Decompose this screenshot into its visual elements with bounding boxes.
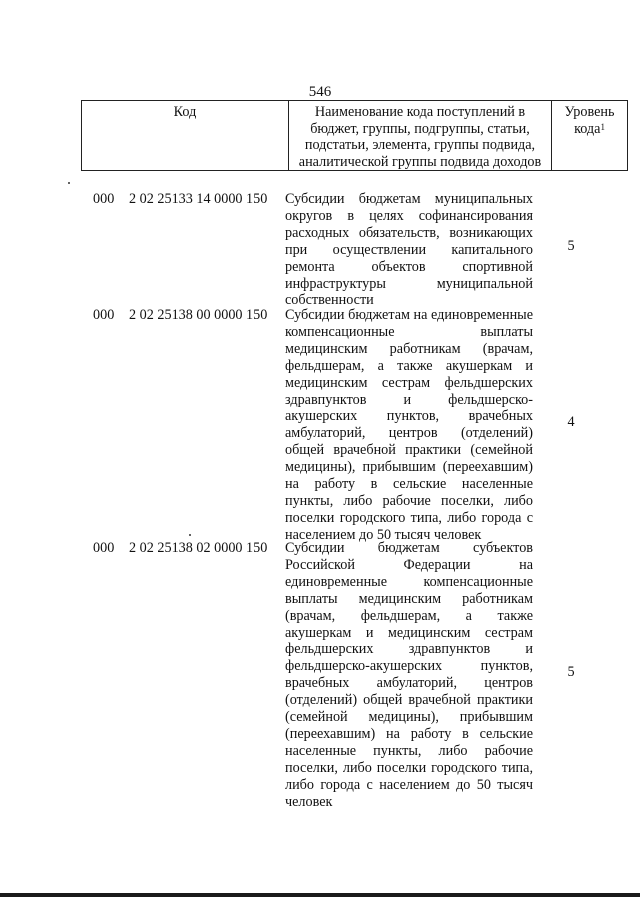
page-number: 546 xyxy=(308,84,332,100)
income-name: Субсидии бюджетам субъектов Российской Федерации на единовременные компенсационные выплаты медицинским работникам (врачам, фельдшерам, а также акушеркам и медицинским сестрам фельдшерских здравпунктов и фельдшерско-акушерских пунктов, врачебных амбулаторий, центров (отделений) общей врачебной практики (семейной медицины), прибывшим (переехавшим) на работу в сельские населенные пункты, либо рабочие поселки, либо поселки городского типа, либо города с населением до 50 тысяч человек xyxy=(285,540,533,810)
admin-code: 000 xyxy=(93,191,115,207)
income-name: Субсидии бюджетам муниципальных округов в целях софинансирования расходных обязательств, возникающих при осуществлении капитального ремонта объектов спортивной инфраструктуры муниципальной собственности xyxy=(285,191,533,309)
header-level: Уровень кода$^1$ xyxy=(552,101,628,171)
income-name: Субсидии бюджетам на единовременные компенсационные выплаты медицинским работникам (врачам, фельдшерам, а также акушеркам и медицинским сестрам фельдшерских здравпунктов и фельдшерско-акушерских пунктов, врачебных амбулаторий, центров (отделений) общей врачебной практики (семейной медицины), прибывшим (переехавшим) на работу в сельские населенные пункты, либо рабочие поселки, либо поселки городского типа, либо города с населением до 50 тысяч человек xyxy=(285,307,533,543)
scan-speck xyxy=(68,182,70,184)
admin-code: 000 xyxy=(93,540,115,556)
income-level: 5 xyxy=(567,238,575,254)
scan-edge xyxy=(0,893,640,897)
income-code: 2 02 25138 00 0000 150 xyxy=(129,307,268,323)
footnote-mark: 1 xyxy=(600,121,605,132)
income-code: 2 02 25138 02 0000 150 xyxy=(129,540,268,556)
income-level: 4 xyxy=(567,414,575,430)
income-level: 5 xyxy=(567,664,575,680)
income-code: 2 02 25133 14 0000 150 xyxy=(129,191,268,207)
scan-speck xyxy=(189,534,191,536)
header-name: Наименование кода поступлений в бюджет, группы, подгруппы, статьи, подстатьи, элемента, группы подвида, аналитической группы подвида доходов xyxy=(289,101,552,171)
table-header xyxy=(81,100,628,171)
header-code: Код xyxy=(82,101,289,171)
admin-code: 000 xyxy=(93,307,115,323)
